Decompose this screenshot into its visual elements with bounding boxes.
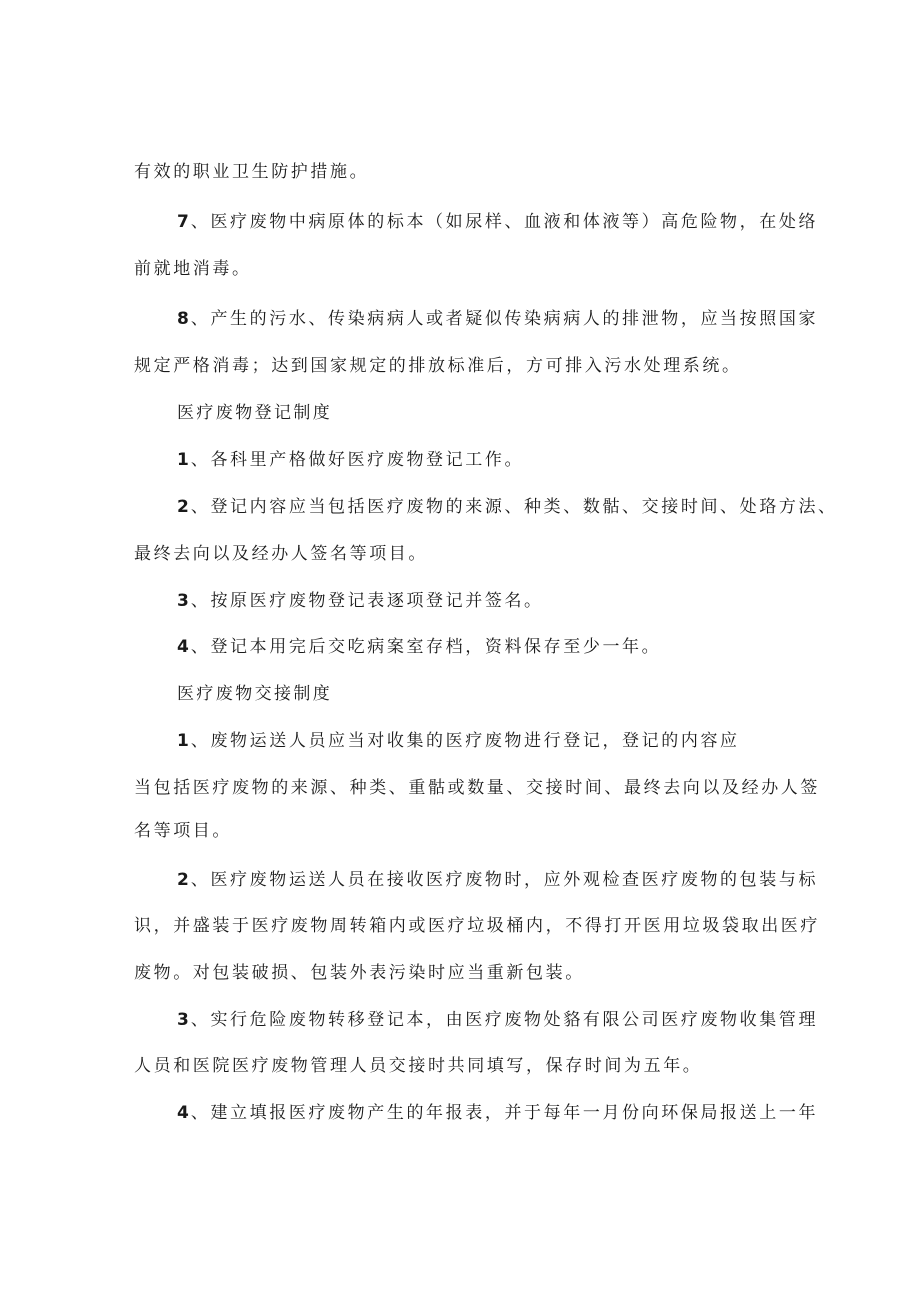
text-line (134, 543, 428, 565)
line-text: 、按原医疗废物登记表逐项登记并签名。 (190, 591, 544, 611)
item-number: 2 (177, 870, 189, 890)
line-text: 、产生的污水、传染病病人或者疑似传染病病人的排泄物，应当按照国家 (190, 309, 819, 329)
text-line (134, 355, 742, 377)
numbered-paragraph-8 (177, 308, 818, 330)
item-number: 1 (177, 450, 189, 470)
line-text: 识，并盛装于医疗废物周转箱内或医疗垃圾桶内，不得打开医用垃圾袋取出医疗 (134, 916, 820, 936)
section-heading-registration (177, 402, 332, 424)
numbered-paragraph-1 (177, 730, 740, 752)
text-line (134, 777, 820, 799)
line-text: 有效的职业卫生防护措施。 (134, 162, 370, 182)
numbered-paragraph-3 (177, 1009, 818, 1031)
item-number: 3 (177, 1010, 189, 1030)
line-text: 废物。对包装破损、包装外表污染时应当重新包装。 (134, 963, 585, 983)
heading-text: 医疗废物交接制度 (177, 684, 333, 704)
line-text: 当包括医疗废物的来源、种类、重骷或数量、交接时间、最终去向以及经办人签 (134, 778, 820, 798)
numbered-paragraph-7 (177, 211, 818, 233)
line-text: 、废物运送人员应当对收集的医疗废物进行登记，登记的内容应 (190, 731, 740, 751)
numbered-paragraph-1 (177, 449, 524, 471)
item-number: 8 (177, 309, 189, 329)
line-text: 、建立填报医疗废物产生的年报表，并于每年一月份向环保局报送上一年 (190, 1103, 819, 1123)
numbered-paragraph-4 (177, 636, 661, 658)
line-text: 人员和医院医疗废物管理人员交接时共同填写，保存时间为五年。 (134, 1056, 703, 1076)
line-text: 最终去向以及经办人签名等项目。 (134, 544, 428, 564)
heading-text: 医疗废物登记制度 (177, 403, 333, 423)
item-number: 3 (177, 591, 189, 611)
item-number: 4 (177, 1103, 189, 1123)
item-number: 2 (177, 497, 189, 517)
line-text: 前就地消毒。 (134, 259, 252, 279)
numbered-paragraph-2 (177, 496, 838, 518)
text-line (134, 962, 585, 984)
text-line (134, 915, 820, 937)
item-number: 7 (177, 212, 189, 232)
line-text: 、登记本用完后交吃病案室存档，资料保存至少一年。 (190, 637, 662, 657)
line-text: 、登记内容应当包括医疗废物的来源、种类、数骷、交接时间、处珞方法、 (190, 497, 838, 517)
text-line (134, 161, 369, 183)
item-number: 1 (177, 731, 189, 751)
line-text: 、医疗废物运送人员在接收医疗废物时，应外观检查医疗废物的包装与标 (190, 870, 819, 890)
line-text: 、各科里产格做好医疗废物登记工作。 (190, 450, 525, 470)
line-text: 、医疗废物中病原体的标本（如尿样、血液和体液等）高危险物，在处络 (190, 212, 819, 232)
numbered-paragraph-3 (177, 590, 544, 612)
item-number: 4 (177, 637, 189, 657)
text-line (134, 1055, 702, 1077)
line-text: 规定严格消毒；达到国家规定的排放标准后，方可排入污水处理系统。 (134, 356, 742, 376)
line-text: 、实行危险废物转移登记本，由医疗废物处貉有限公司医疗废物收集管理 (190, 1010, 819, 1030)
text-line (134, 820, 232, 842)
numbered-paragraph-2 (177, 869, 818, 891)
numbered-paragraph-4 (177, 1102, 818, 1124)
text-line (134, 258, 252, 280)
section-heading-handover (177, 683, 332, 705)
line-text: 名等项目。 (134, 821, 232, 841)
